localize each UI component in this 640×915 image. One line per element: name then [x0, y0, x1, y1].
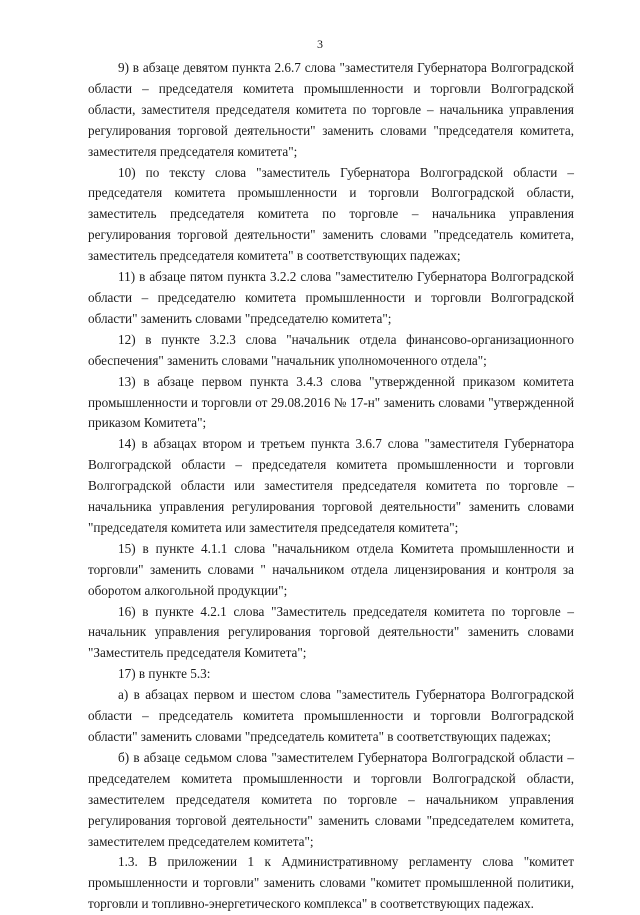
document-body	[88, 58, 574, 915]
paragraph-item-13: 13) в абзаце первом пункта 3.4.3 слова "утвержденной приказом комитета промышленности и торговли от 29.08.2016 № 17-н" заменить словами "утвержденной приказом Комитета";	[88, 373, 574, 431]
paragraph-subitem-a: а) в абзацах первом и шестом слова "заместитель Губернатора Волгоградской области – председатель комитета промышленности и торговли Волгоградской области" заменить словами "председатель комитета" в соответствующих падежах;	[88, 687, 574, 744]
paragraph-section-1-3: 1.3. В приложении 1 к Административному регламенту слова "комитет промышленности и торговли" заменить словами "комитет промышленной политики, торговли и топливно-энергетического комплекса" в соответствующих падежах.	[88, 854, 574, 912]
paragraph-item-14: 14) в абзацах втором и третьем пункта 3.6.7 слова "заместителя Губернатора Волгоградской области – председателя комитета промышленности и торговли Волгоградской области или заместителя председателя комитета по торговле – начальника управления регулирования торговой деятельности" заменить словами "председателя комитета или заместителя председателя комитета";	[88, 436, 574, 535]
paragraph-item-15: 15) в пункте 4.1.1 слова "начальником отдела Комитета промышленности и торговли" заменить словами " начальником отдела лицензирования и контроля за оборотом алкогольной продукции";	[88, 540, 574, 598]
paragraph-item-16: 16) в пункте 4.2.1 слова "Заместитель председателя комитета по торговле – начальник управления регулирования торговой деятельности" заменить словами "Заместитель председателя Комитета";	[88, 603, 574, 661]
paragraph-item-9: 9) в абзаце девятом пункта 2.6.7 слова "заместителя Губернатора Волгоградской области – председателя комитета промышленности и торговли Волгоградской области, заместителя председателя комитета по торговле – начальника управления регулирования торговой деятельности" заменить словами "председателя комитета, заместителя председателя комитета";	[88, 60, 574, 159]
page-number: 3	[317, 37, 323, 51]
paragraph-item-17: 17) в пункте 5.3:	[118, 666, 211, 682]
paragraph-subitem-b: б) в абзаце седьмом слова "заместителем Губернатора Волгоградской области – председателем комитета промышленности и торговли Волгоградской области, заместителем председателя комитета по торговле – начальником управления регулирования торговой деятельности" заменить словами "председателем комитета, заместителем председателем комитета";	[88, 749, 574, 849]
paragraph-item-12: 12) в пункте 3.2.3 слова "начальник отдела финансово-организационного обеспечения" заменить словами "начальник уполномоченного отдела";	[88, 331, 574, 368]
paragraph-item-11: 11) в абзаце пятом пункта 3.2.2 слова "заместителю Губернатора Волгоградской области – председателю комитета промышленности и торговли Волгоградской области" заменить словами "председателю комитета";	[88, 269, 574, 326]
paragraph-item-10: 10) по тексту слова "заместитель Губернатора Волгоградской области – председателя комитета промышленности и торговли Волгоградской области, заместитель председателя комитета по торговле – начальника управления регулирования торговой деятельности" заменить словами "председатель комитета, заместитель председателя комитета" в соответствующих падежах;	[88, 164, 574, 264]
